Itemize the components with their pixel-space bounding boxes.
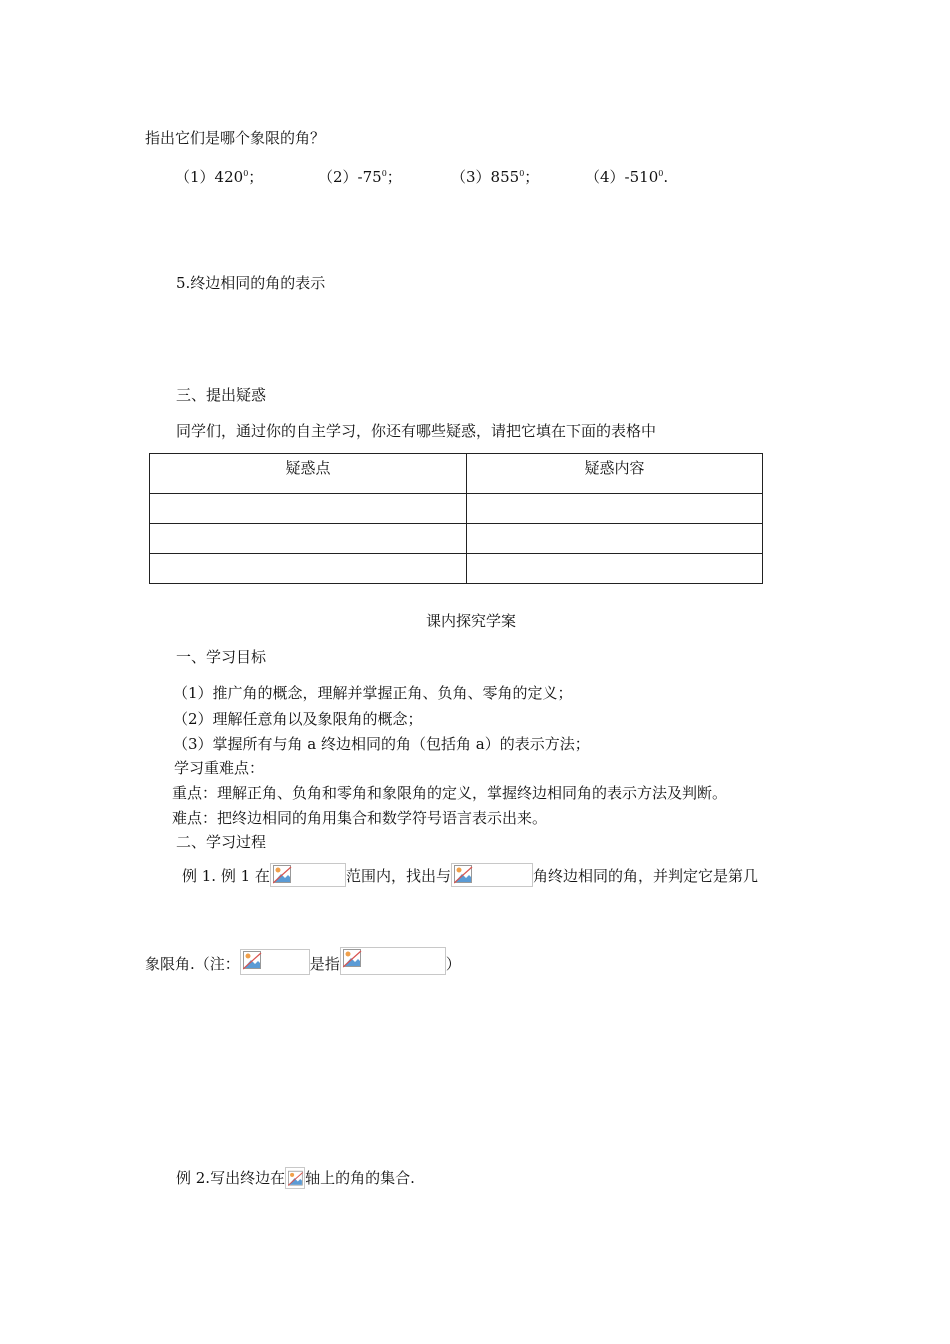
table-header-row	[150, 454, 763, 494]
key-point: 重点：理解正角、负角和零角和象限角的定义，掌握终边相同角的表示方法及判断。	[172, 784, 728, 802]
table-row	[150, 494, 763, 524]
example-1-line-1: 例 1. 例 1 在 范围内，找出与 角终边相同的角，并判定它是第几	[182, 863, 758, 887]
table-header-cell: 疑惑点	[150, 454, 467, 494]
example-1-line-2: 象限角.（注： 是指 ）	[145, 947, 461, 975]
table-cell[interactable]	[467, 524, 763, 554]
table-cell[interactable]	[150, 494, 467, 524]
exercise-1: $(1)420^0$；	[175, 168, 264, 186]
difficult-point: 难点：把终边相同的角用集合和数学符号语言表示出来。	[172, 809, 548, 827]
goal-item: （3）掌握所有与角 a 终边相同的角（包括角 a）的表示方法；	[173, 735, 590, 753]
exercise-list	[0, 164, 950, 184]
table-row	[150, 524, 763, 554]
broken-image-icon	[451, 863, 533, 887]
broken-image-icon	[285, 1167, 305, 1189]
table-header-cell: 疑惑内容	[467, 454, 763, 494]
goals-heading: 一、学习目标	[176, 648, 267, 666]
table-cell[interactable]	[467, 494, 763, 524]
exercise-4: $(4)-510^0$.	[585, 168, 669, 186]
broken-image-icon	[270, 863, 346, 887]
table-cell[interactable]	[150, 554, 467, 584]
section-5-heading: 5.终边相同的角的表示	[176, 274, 326, 292]
exercise-3: $(3)855^0$；	[451, 168, 540, 186]
section-3-intro: 同学们，通过你的自主学习，你还有哪些疑惑，请把它填在下面的表格中	[176, 422, 657, 440]
broken-image-icon	[340, 947, 446, 975]
process-heading: 二、学习过程	[176, 833, 267, 851]
table-cell[interactable]	[467, 554, 763, 584]
table-cell[interactable]	[150, 524, 467, 554]
key-points-heading: 学习重难点：	[174, 759, 265, 777]
question-text: 指出它们是哪个象限的角？	[145, 129, 326, 147]
plan-title: 课内探究学案	[426, 612, 517, 630]
exercise-2: $(2)-75^0$；	[318, 168, 402, 186]
table-row	[150, 554, 763, 584]
goal-item: （2）理解任意角以及象限角的概念；	[173, 710, 423, 728]
broken-image-icon	[240, 949, 310, 975]
doubts-table	[149, 453, 763, 584]
example-2: 例 2.写出终边在 轴上的角的集合.	[176, 1169, 415, 1187]
goal-item: （1）推广角的概念，理解并掌握正角、负角、零角的定义；	[173, 684, 573, 702]
section-3-heading: 三、提出疑惑	[176, 386, 267, 404]
